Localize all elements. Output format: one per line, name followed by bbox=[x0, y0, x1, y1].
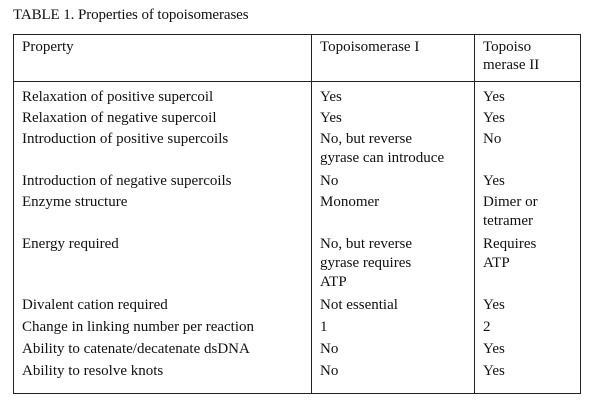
table-row-property: Energy required bbox=[22, 236, 119, 252]
table-cell-topo2: No bbox=[483, 131, 502, 147]
table-cell-topo1: Yes bbox=[320, 110, 342, 126]
table-cell-topo2: tetramer bbox=[483, 213, 533, 229]
table-row-property: Change in linking number per reaction bbox=[22, 319, 255, 335]
column-divider bbox=[474, 35, 475, 393]
table-row-property: Enzyme structure bbox=[22, 194, 128, 210]
table-cell-topo2: Yes bbox=[483, 363, 505, 379]
header-topoisomerase-2: Topoiso bbox=[483, 39, 532, 55]
table-cell-topo2: Yes bbox=[483, 89, 505, 105]
table-cell-topo1: Not essential bbox=[320, 297, 398, 313]
table-row-property: Ability to resolve knots bbox=[22, 363, 164, 379]
table-cell-topo2: Yes bbox=[483, 341, 505, 357]
table-cell-topo1: No, but reverse bbox=[320, 131, 413, 147]
table-caption: TABLE 1. Properties of topoisomerases bbox=[13, 7, 249, 23]
properties-table bbox=[13, 34, 581, 394]
table-cell-topo2: Requires bbox=[483, 236, 537, 252]
header-topoisomerase-1: Topoisomerase I bbox=[320, 39, 420, 55]
column-divider bbox=[311, 35, 312, 393]
table-cell-topo1: No, but reverse bbox=[320, 236, 413, 252]
table-cell-topo1: 1 bbox=[320, 319, 328, 335]
table-cell-topo1: ATP bbox=[320, 274, 347, 290]
table-row-property: Ability to catenate/decatenate dsDNA bbox=[22, 341, 250, 357]
header-divider bbox=[14, 81, 580, 82]
table-cell-topo2: ATP bbox=[483, 255, 510, 271]
header-property: Property bbox=[22, 39, 74, 55]
table-cell-topo2: Yes bbox=[483, 110, 505, 126]
table-row-property: Introduction of positive supercoils bbox=[22, 131, 229, 147]
table-cell-topo1: gyrase requires bbox=[320, 255, 412, 271]
table-cell-topo2: Yes bbox=[483, 297, 505, 313]
table-cell-topo1: No bbox=[320, 173, 339, 189]
table-cell-topo1: gyrase can introduce bbox=[320, 150, 445, 166]
table-row-property: Introduction of negative supercoils bbox=[22, 173, 232, 189]
table-cell-topo2: Yes bbox=[483, 173, 505, 189]
table-row-property: Divalent cation required bbox=[22, 297, 168, 313]
table-cell-topo1: No bbox=[320, 363, 339, 379]
header-topoisomerase-2: merase II bbox=[483, 57, 540, 73]
table-row-property: Relaxation of positive supercoil bbox=[22, 89, 214, 105]
table-row-property: Relaxation of negative supercoil bbox=[22, 110, 217, 126]
table-cell-topo2: 2 bbox=[483, 319, 491, 335]
table-cell-topo1: No bbox=[320, 341, 339, 357]
table-cell-topo1: Yes bbox=[320, 89, 342, 105]
table-cell-topo1: Monomer bbox=[320, 194, 380, 210]
table-cell-topo2: Dimer or bbox=[483, 194, 538, 210]
